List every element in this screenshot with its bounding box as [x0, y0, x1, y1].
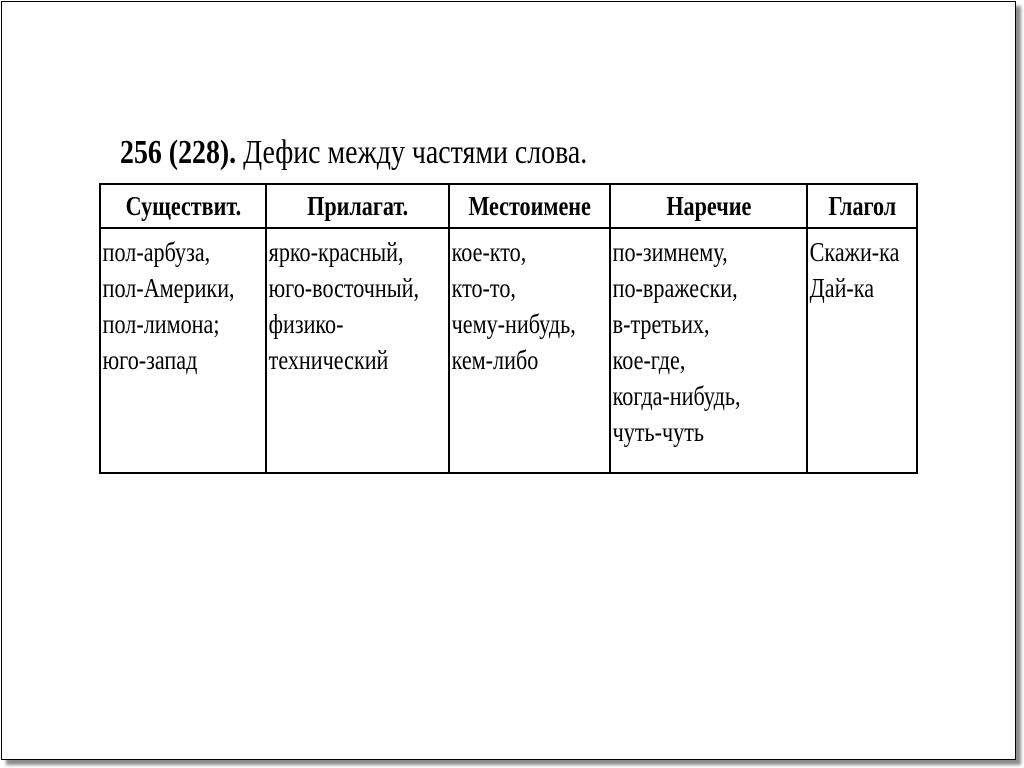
- header-pronouns: Местоимене: [449, 184, 610, 228]
- cell-adverbs: [610, 228, 807, 473]
- word-item: ярко-красный,: [268, 237, 404, 267]
- word-item: кто-то,: [451, 273, 516, 303]
- word-item: технический: [268, 345, 389, 375]
- word-item: пол-лимона;: [102, 309, 220, 339]
- word-item: кое-кто,: [451, 237, 527, 267]
- word-item: кое-где,: [612, 345, 686, 375]
- word-item: в-третьих,: [612, 309, 710, 339]
- cell-nouns: [100, 228, 266, 473]
- word-item: пол-Америки,: [102, 273, 235, 303]
- exercise-number: 256 (228).: [120, 134, 237, 171]
- cell-verbs: [807, 228, 917, 473]
- word-item: Скажи-ка: [809, 237, 900, 267]
- word-item: чему-нибудь,: [451, 309, 576, 339]
- hyphen-words-table: [99, 183, 918, 474]
- word-item: юго-запад: [102, 345, 198, 375]
- header-adjectives: Прилагат.: [266, 184, 449, 228]
- header-nouns: Существит.: [100, 184, 266, 228]
- word-item: юго-восточный,: [268, 273, 420, 303]
- table-row: [100, 228, 917, 473]
- cell-adjectives: [266, 228, 449, 473]
- word-item: пол-арбуза,: [102, 237, 211, 267]
- exercise-title: [120, 133, 587, 173]
- word-item: когда-нибудь,: [612, 381, 741, 411]
- word-item: физико-: [268, 309, 344, 339]
- header-adverbs: Наречие: [610, 184, 807, 228]
- word-item: Дай-ка: [809, 273, 875, 303]
- header-verbs: Глагол: [807, 184, 917, 228]
- word-item: по-вражески,: [612, 273, 738, 303]
- word-item: по-зимнему,: [612, 237, 728, 267]
- word-item: кем-либо: [451, 345, 539, 375]
- word-item: чуть-чуть: [612, 417, 704, 447]
- cell-pronouns: [449, 228, 610, 473]
- header-row: [100, 184, 917, 228]
- exercise-heading: Дефис между частями слова.: [243, 134, 588, 171]
